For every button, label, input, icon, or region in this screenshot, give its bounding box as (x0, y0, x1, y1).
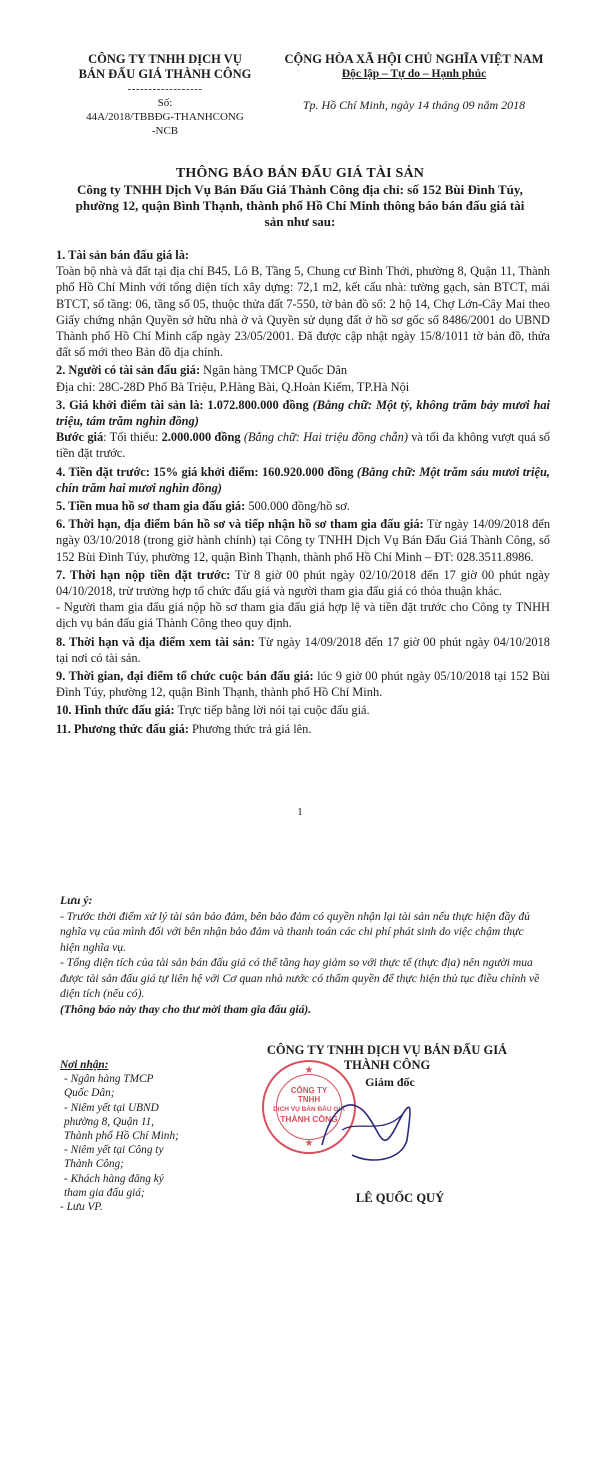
stamp-text-4: THÀNH CÔNG (280, 1114, 338, 1124)
section-5-value: 500.000 đồng/hồ sơ. (245, 499, 350, 514)
stamp-text-3: DỊCH VỤ BÁN ĐẤU GIÁ (273, 1106, 345, 1113)
nation-motto: Độc lập – Tự do – Hạnh phúc (341, 68, 487, 80)
section-1 (56, 247, 550, 360)
section-8-heading: 8. Thời hạn và địa điểm xem tài sản: (56, 634, 255, 649)
recipients-block (60, 1058, 180, 1214)
notes-closing: (Thông báo này thay cho thư mời tham gia đấu giá). (60, 1002, 312, 1016)
section-7-body: Từ 8 giờ 00 phút ngày 02/10/2018 đến 17 giờ 00 phút ngày 04/10/2018, trừ trường hợp tổ chức đấu giá và người tham gia đấu giá có thỏa thuận khác. (56, 567, 550, 599)
section-8-body: Từ ngày 14/09/2018 đến 17 giờ 00 phút ngày 04/10/2018 tại nơi có tài sản. (56, 634, 550, 665)
place-date: Tp. Hồ Chí Minh, ngày 14 tháng 09 năm 2018 (302, 98, 526, 112)
note-item-2: - Tổng diện tích của tài sản bán đấu giá có thể tăng hay giảm so với thực tế (thực địa) nên người mua được tài sản đấu giá tự liên hệ với Cơ quan nhà nước có thẩm quyền để thực hiện thủ tục điều chỉnh về diện tích (nếu có). (60, 956, 540, 1000)
document-title: THÔNG BÁO BÁN ĐẤU GIÁ TÀI SẢN (175, 166, 425, 181)
signature-company-line-1: CÔNG TY TNHH DỊCH VỤ BÁN ĐẤU GIÁ (266, 1043, 508, 1057)
section-6-body: Từ ngày 14/09/2018 đến ngày 03/10/2018 (trong giờ hành chính) tại Công ty TNHH Dịch Vụ Bán Đấu Giá Thành Công, số 152 Bùi Đình Túy, phường 12, quận Bình Thạnh, thành phố Hồ Chí Minh – ĐT: 028.3511.8986. (56, 517, 551, 564)
page-number: 1 (297, 806, 303, 818)
so-label: Số: (157, 97, 173, 109)
section-1-body: Toàn bộ nhà và đất tại địa chỉ B45, Lô B, Tầng 5, Chung cư Bình Thới, phường 8, Quận 11, Thành phố Hồ Chí Minh với tổng diện tích xây dựng: 72,1 m2, kết cấu nhà: tường gạch, sàn BTCT, mái BTCT, số tầng: 06, tầng số 05, thuộc thửa đất 7-550, tờ bản đồ số: 2 hộ 14, Chợ Lớn-Cây Mai theo Giấy chứng nhận Quyền sở hữu nhà ở và Quyền sử dụng đất ở hồ sơ gốc số 8486/2001 do UBND Thành phố Hồ Chí Minh cấp ngày 23/05/2001. Đã được cập nhật ngày 15/8/1011 tờ bản đồ, thửa đất số mới theo Bản đồ địa chính. (56, 264, 550, 360)
step-price-text: : Tối thiểu: (103, 430, 162, 445)
so-number-line-2: -NCB (151, 125, 179, 137)
section-5-heading: 5. Tiền mua hồ sơ tham gia đấu giá: (56, 499, 246, 514)
signature-company-line-2: THÀNH CÔNG (343, 1058, 431, 1072)
section-8 (56, 634, 550, 666)
section-4-heading: 4. Tiền đặt trước: 15% giá khởi điểm: 160.920.000 đồng (56, 464, 354, 479)
step-price-amount: 2.000.000 đồng (161, 430, 241, 445)
company-line-1: CÔNG TY TNHH DỊCH VỤ (88, 52, 242, 66)
section-2-address: Địa chỉ: 28C-28D Phố Bà Triệu, P.Hàng Bài, Q.Hoàn Kiếm, TP.Hà Nội (56, 379, 410, 394)
stamp-text-1: CÔNG TY (290, 1086, 328, 1095)
recipient-item: - Niêm yết tại Công ty Thành Công; (64, 1144, 164, 1171)
notes-heading: Lưu ý: (60, 894, 93, 907)
section-3-heading: 3. Giá khởi điểm tài sản là: 1.072.800.000 đồng (56, 397, 309, 412)
handwritten-signature (312, 1085, 422, 1175)
step-price-limit: và tối đa không vượt quá số tiền đặt trước. (56, 430, 550, 461)
section-7 (56, 567, 550, 632)
nation-header (268, 52, 560, 82)
recipients-heading: Nơi nhận: (60, 1059, 109, 1071)
recipient-item: - Ngân hàng TMCP Quốc Dân; (64, 1073, 154, 1100)
subtitle-line-3: sản như sau: (264, 214, 336, 229)
section-9-body: lúc 9 giờ 00 phút ngày 05/10/2018 tại 152 Bùi Đình Túy, phường 12, quận Bình Thạnh, thành phố Hồ Chí Minh. (56, 669, 550, 700)
section-2 (56, 362, 550, 394)
company-name-header (60, 52, 270, 82)
section-3-words: (Bằng chữ: Một tỷ, không trăm bảy mươi hai triệu, tám trăm nghìn đồng) (56, 397, 550, 429)
section-4-words: (Bằng chữ: Một trăm sáu mươi triệu, chín trăm hai mươi nghìn đồng) (56, 464, 550, 495)
signature-position: Giám đốc (365, 1075, 415, 1089)
recipient-item: - Khách hàng đăng ký tham gia đấu giá; (64, 1172, 164, 1199)
section-11-body: Phương thức trả giá lên. (188, 721, 312, 736)
section-10-heading: 10. Hình thức đấu giá: (56, 703, 175, 718)
section-10-body: Trực tiếp bằng lời nói tại cuộc đấu giá. (174, 703, 370, 718)
note-item-1: - Trước thời điểm xử lý tài sản bảo đảm, bên bảo đảm có quyền nhận lại tài sản nếu thực hiện đầy đủ nghĩa vụ của mình đối với bên nhận bảo đảm và thanh toán các chi phí phát sinh do việc chậm thực hiện nghĩa vụ. (60, 909, 530, 954)
section-10 (56, 702, 550, 718)
section-2-heading: 2. Người có tài sản đấu giá: (56, 363, 201, 378)
section-5 (56, 498, 550, 514)
section-11-heading: 11. Phương thức đấu giá: (56, 721, 189, 736)
recipient-item: - Niêm yết tại UBND phường 8, Quận 11, Thành phố Hồ Chí Minh; (64, 1101, 179, 1143)
section-9-heading: 9. Thời gian, đại điểm tổ chức cuộc bán đấu giá: (56, 669, 314, 684)
stamp-star-icon: ★ (304, 1138, 314, 1149)
so-number-line-1: 44A/2018/TBBĐG-THANHCONG (86, 111, 244, 123)
step-price-label: Bước giá (56, 430, 104, 445)
subtitle-line-1: Công ty TNHH Dịch Vụ Bán Đấu Giá Thành Công địa chỉ: số 152 Bùi Đình Túy, (77, 182, 523, 197)
step-price-words: (Bằng chữ: Hai triệu đồng chẵn) (240, 430, 408, 445)
section-7-heading: 7. Thời hạn nộp tiền đặt trước: (56, 567, 231, 582)
nation-line-1: CỘNG HÒA XÃ HỘI CHỦ NGHĨA VIỆT NAM (284, 52, 544, 66)
section-6 (56, 516, 550, 565)
header-dashes: ------------------ (127, 83, 203, 95)
document-subtitle (30, 182, 570, 230)
section-7-note: - Người tham gia đấu giá nộp hồ sơ tham gia đấu giá hợp lệ và tiền đặt trước cho Công ty TNHH dịch vụ bán đấu giá Thành Công theo quy định. (56, 600, 550, 631)
stamp-text-2: TNHH (297, 1095, 321, 1104)
subtitle-line-2: phường 12, quận Bình Thạnh, thành phố Hồ Chí Minh thông báo bán đấu giá tài (75, 198, 525, 213)
auction-details (56, 247, 550, 739)
section-2-value: Ngân hàng TMCP Quốc Dân (200, 363, 348, 378)
signer-name: LÊ QUỐC QUÝ (355, 1191, 445, 1205)
recipient-item: - Lưu VP. (60, 1201, 103, 1214)
notes-block (60, 893, 542, 1017)
section-3 (56, 397, 550, 462)
company-line-2: BÁN ĐẤU GIÁ THÀNH CÔNG (78, 67, 252, 81)
section-9 (56, 668, 550, 700)
stamp-star-icon: ★ (304, 1065, 314, 1076)
document-number (60, 96, 270, 138)
section-4 (56, 464, 550, 496)
section-6-heading: 6. Thời hạn, địa điểm bán hồ sơ và tiếp nhận hồ sơ tham gia đấu giá: (56, 517, 424, 532)
section-1-heading: 1. Tài sản bán đấu giá là: (56, 248, 190, 262)
section-11 (56, 721, 550, 737)
